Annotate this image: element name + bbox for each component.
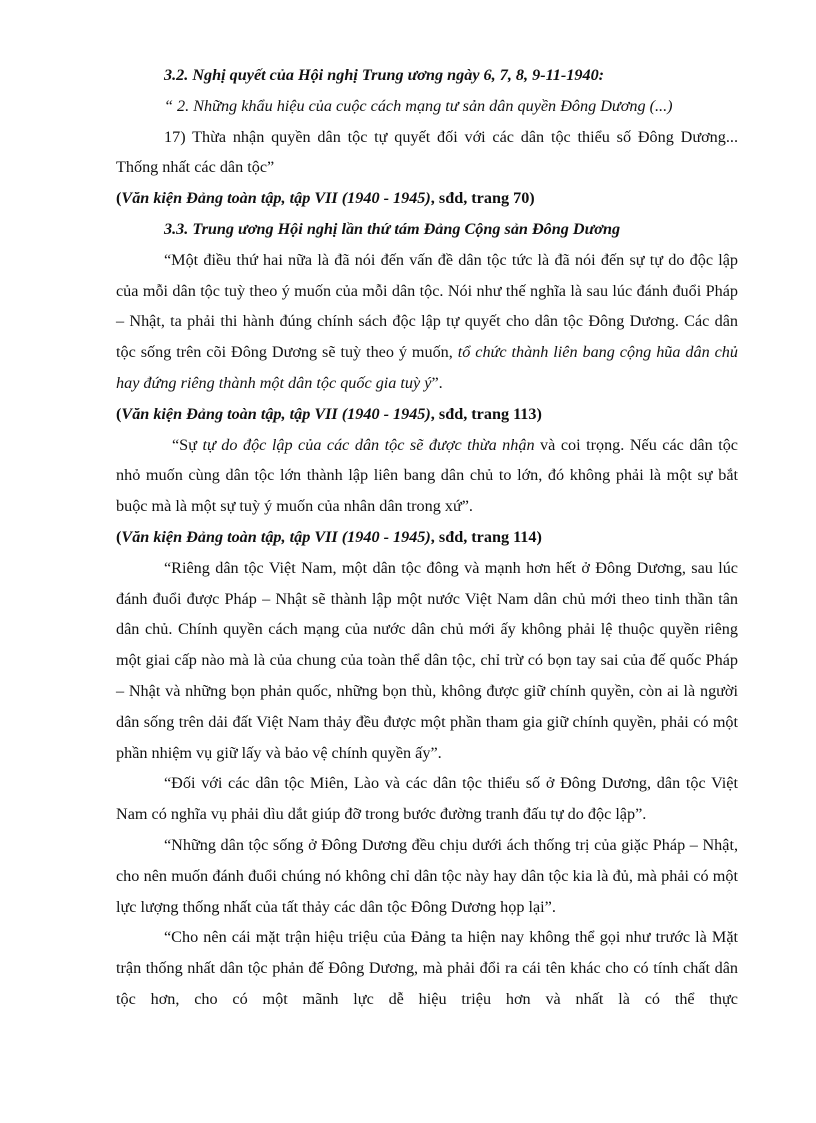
paragraph-text: “Sự xyxy=(172,435,203,454)
citation-rest: , sđd, trang 114) xyxy=(430,527,542,546)
source-citation xyxy=(116,399,738,430)
document-page xyxy=(116,60,738,1015)
paragraph-text: và coi trọng. Nếu các dân tộc nhỏ muốn cùng dân tộc lớn thành lập liên bang dân chủ to lớn, đó không phải là một sự bắt buộc mà là một sự tuỳ ý muốn của nhân dân trong xứ”. xyxy=(116,435,738,516)
citation-open: ( xyxy=(116,189,122,208)
quote-line: “ 2. Những khẩu hiệu của cuộc cách mạng tư sản dân quyền Đông Dương (...) xyxy=(164,96,673,115)
citation-title: Văn kiện Đảng toàn tập, tập VII (1940 - 1945) xyxy=(121,527,431,546)
source-citation xyxy=(116,183,738,214)
paragraph-end: ”. xyxy=(431,373,443,392)
paragraph-text: “Một điều thứ hai nữa là đã nói đến vấn đề dân tộc tức là đã nói đến sự tự do độc lập của mỗi dân tộc tuỳ theo ý muốn của mỗi dân tộc. Nói như thế nghĩa là sau lúc đánh đuổi Pháp – Nhật, ta phải thi hành đúng chính sách độc lập tự quyết cho dân tộc Đông Dương. Các dân tộc sống trên cõi Đông Dương sẽ tuỳ theo ý muốn, xyxy=(116,250,738,362)
body-paragraph: “Những dân tộc sống ở Đông Dương đều chịu dưới ách thống trị của giặc Pháp – Nhật, cho nên muốn đánh đuổi chúng nó không chỉ dân tộc này hay dân tộc kia là đủ, mà phải có một lực lượng thống nhất của tất thảy các dân tộc Đông Dương họp lại”. xyxy=(116,835,738,916)
body-paragraph xyxy=(116,430,738,522)
body-paragraph: “Riêng dân tộc Việt Nam, một dân tộc đông và mạnh hơn hết ở Đông Dương, sau lúc đánh đuổi được Pháp – Nhật sẽ thành lập một nước Việt Nam dân chủ mới theo tinh thần tân dân chủ. Chính quyền cách mạng của nước dân chủ mới ấy không phải lệ thuộc quyền riêng một giai cấp nào mà là của chung của toàn thể dân tộc, chỉ trừ có bọn tay sai của đế quốc Pháp – Nhật và những bọn phản quốc, những bọn thù, không được giữ chính quyền, còn ai là người dân sống trên dải đất Việt Nam thảy đều được một phần tham gia giữ chính quyền, phải có một phần nhiệm vụ giữ lấy và bảo vệ chính quyền ấy”. xyxy=(116,558,738,762)
citation-open: ( xyxy=(116,527,122,546)
citation-open: ( xyxy=(116,404,122,423)
citation-title: Văn kiện Đảng toàn tập, tập VII (1940 - 1945) xyxy=(121,189,431,208)
source-citation xyxy=(116,522,738,553)
body-paragraph: “Đối với các dân tộc Miên, Lào và các dân tộc thiểu số ở Đông Dương, dân tộc Việt Nam có nghĩa vụ phải dìu dắt giúp đỡ trong bước đường tranh đấu tự do độc lập”. xyxy=(116,774,738,824)
paragraph-italic: tổ chức thành liên bang cộng hũa dân chủ hay đứng riêng thành một dân tộc quốc gia tuỳ ý xyxy=(116,343,738,392)
body-paragraph: “Cho nên cái mặt trận hiệu triệu của Đảng ta hiện nay không thể gọi như trước là Mặt trận thống nhất dân tộc phản đế Đông Dương, mà phải đổi ra cái tên khác cho có tính chất dân tộc hơn, cho có một mãnh lực dễ hiệu triệu hơn và nhất là có thể thực xyxy=(116,928,738,1008)
heading-3-3: 3.3. Trung ương Hội nghị lần thứ tám Đảng Cộng sản Đông Dương xyxy=(164,219,621,238)
citation-rest: , sđd, trang 70) xyxy=(430,189,535,208)
heading-3-2: 3.2. Nghị quyết của Hội nghị Trung ương ngày 6, 7, 8, 9-11-1940: xyxy=(164,66,605,84)
citation-title: Văn kiện Đảng toàn tập, tập VII (1940 - 1945) xyxy=(121,404,431,423)
paragraph-italic: tự do độc lập của các dân tộc sẽ được thừa nhận xyxy=(202,435,535,454)
quote-paragraph: 17) Thừa nhận quyền dân tộc tự quyết đối với các dân tộc thiểu số Đông Dương... Thống nhất các dân tộc” xyxy=(116,127,738,177)
citation-rest: , sđd, trang 113) xyxy=(430,404,542,423)
body-paragraph xyxy=(116,245,738,399)
